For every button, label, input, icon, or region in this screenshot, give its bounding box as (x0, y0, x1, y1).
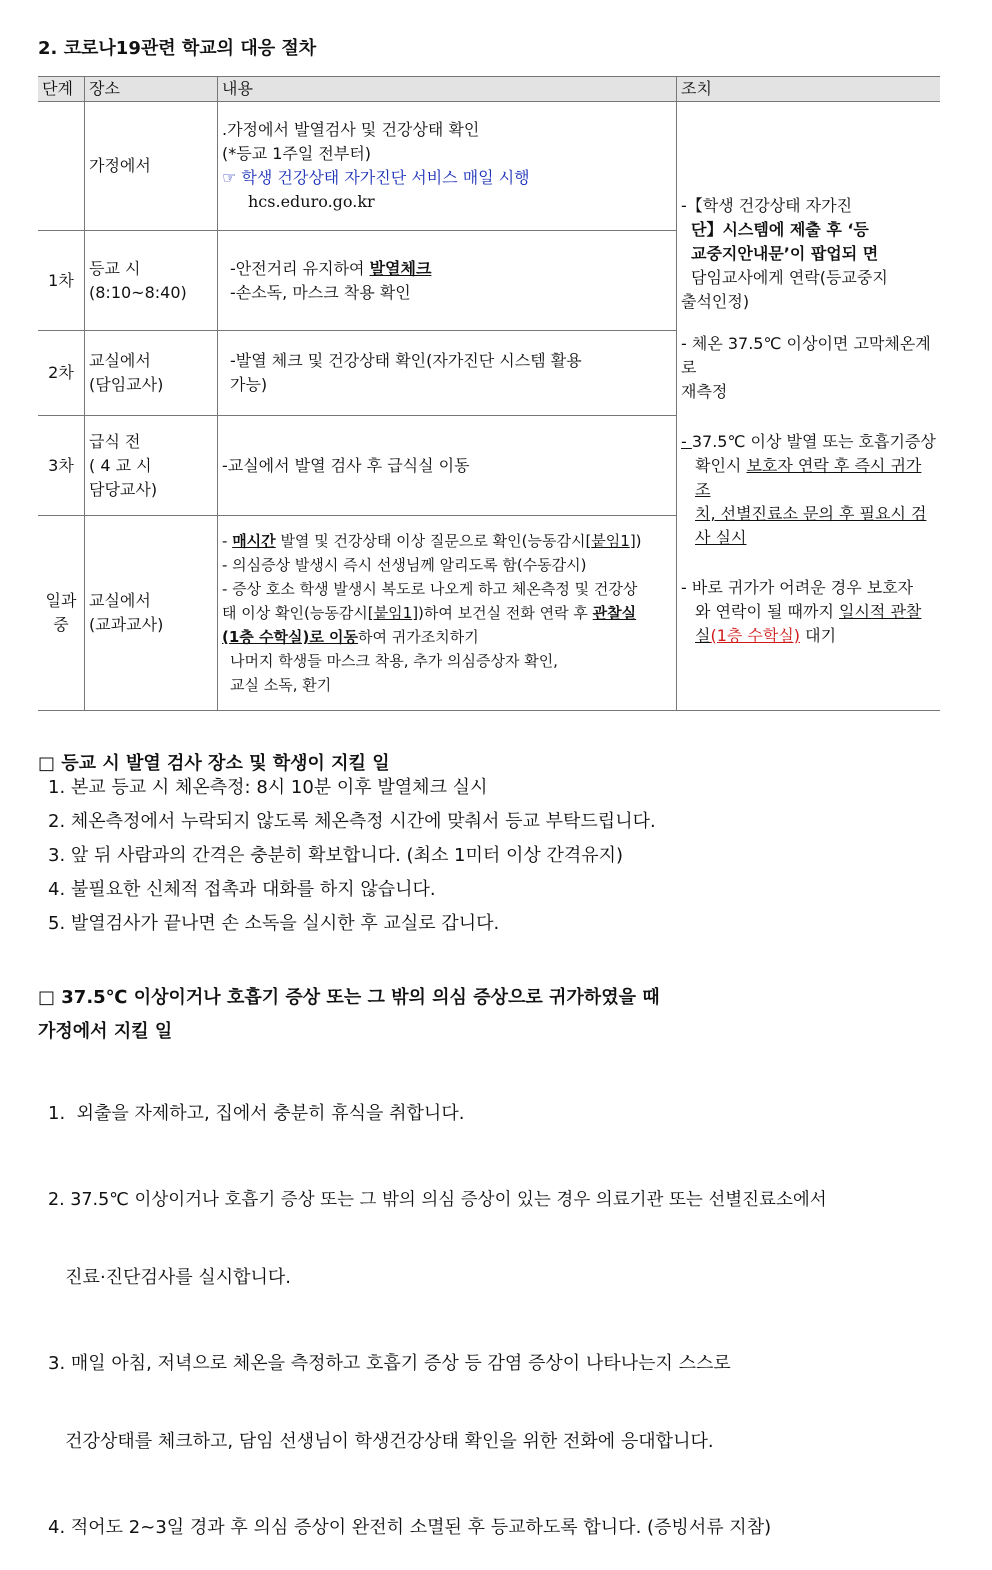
header-content: 내용 (218, 77, 677, 102)
content-text: ])하여 보건실 전화 연락 후 (412, 604, 593, 622)
action-dash: - (681, 432, 692, 451)
list-item: 4. 불필요한 신체적 접촉과 대화를 하지 않습니다. (48, 879, 436, 900)
table-header-row (38, 77, 940, 102)
content-line: .가정에서 발열검사 및 건강상태 확인 (222, 120, 480, 139)
content-cell (218, 231, 677, 331)
content-text: 하여 귀가조치하기 (358, 628, 479, 646)
content-text: 발열체크 (369, 258, 432, 278)
content-text: 붙임1 (373, 604, 413, 622)
action-line: - 바로 귀가가 어려운 경우 보호자 (681, 578, 914, 597)
place-line: (담임교사) (89, 375, 164, 394)
content-text: 발열 및 건강상태 이상 질문으로 확인(능동감시[ (275, 532, 592, 550)
content-text: ]) (629, 532, 642, 550)
action-line: 사 실시 (695, 528, 747, 547)
stage-line: 일과 (45, 591, 77, 610)
place-line: 등교 시 (89, 258, 141, 278)
content-line: -손소독, 마스크 착용 확인 (230, 282, 411, 302)
action-line: - 체온 37.5℃ 이상이면 고막체온계로 (681, 334, 931, 377)
list-item: 3. 앞 뒤 사람과의 간격은 충분히 확보합니다. (최소 1미터 이상 간격유지) (48, 845, 624, 866)
content-line: -발열 체크 및 건강상태 확인(자가진단 시스템 활용 (230, 351, 582, 370)
action-text: 일시적 관찰 (839, 602, 922, 621)
header-stage: 단계 (38, 77, 85, 102)
list-item: 3. 매일 아침, 저녁으로 체온을 측정하고 호흡기 증상 등 감염 증상이 나타나는지 스스로 (48, 1353, 731, 1374)
action-line: -【학생 건강상태 자가진 (681, 196, 853, 215)
place-cell (85, 231, 218, 331)
action-text: 대기 (800, 626, 837, 645)
section1-list (48, 776, 656, 946)
table-row (38, 102, 940, 231)
action-line: 단】시스템에 제출 후 ‘등 (691, 220, 869, 239)
section2-list (48, 1054, 827, 1570)
section2-heading-line: □ 37.5℃ 이상이거나 호흡기 증상 또는 그 밖의 의심 증상으로 귀가하였을 때 (38, 987, 660, 1008)
section2-heading (38, 983, 660, 1043)
list-item: 1. 본교 등교 시 체온측정: 8시 10분 이후 발열체크 실시 (48, 777, 488, 798)
action-line: 재측정 (681, 382, 728, 401)
content-cell (218, 516, 677, 711)
content-line: ☞ 학생 건강상태 자가진단 서비스 매일 시행 (222, 168, 530, 187)
action-cell (677, 102, 941, 711)
place-line: 교실에서 (89, 351, 151, 370)
response-procedure-table (38, 76, 940, 711)
content-line: - 의심증상 발생시 즉시 선생님께 알리도록 함(수동감시) (222, 556, 587, 574)
content-line: 교실 소독, 환기 (230, 676, 332, 694)
place-cell (85, 516, 218, 711)
action-line: 담임교사에게 연락(등교중지 (691, 268, 888, 287)
section1-heading-text: □ 등교 시 발열 검사 장소 및 학생이 지킬 일 (38, 753, 390, 774)
section-title: 2. 코로나19관련 학교의 대응 절차 (38, 38, 317, 59)
stage-cell (38, 516, 85, 711)
action-text: (1층 수학실) (710, 626, 801, 645)
action-line: 출석인정) (681, 292, 750, 311)
action-text: 와 연락이 될 때까지 (695, 602, 839, 621)
header-place: 장소 (85, 77, 218, 102)
list-item: 5. 발열검사가 끝나면 손 소독을 실시한 후 교실로 갑니다. (48, 913, 500, 934)
stage-cell: 1차 (38, 231, 85, 331)
hcs-url: hcs.eduro.go.kr (248, 192, 375, 211)
list-item: 4. 적어도 2~3일 경과 후 의심 증상이 완전히 소멸된 후 등교하도록 합니다. (증빙서류 지참) (48, 1517, 772, 1538)
content-line: 나머지 학생들 마스크 착용, 추가 의심증상자 확인, (230, 652, 558, 670)
content-text: 관찰실 (592, 604, 637, 622)
list-item: 2. 체온측정에서 누락되지 않도록 체온측정 시간에 맞춰서 등교 부탁드립니다. (48, 811, 656, 832)
action-text: 확인시 (695, 456, 747, 475)
stage-cell: 2차 (38, 331, 85, 416)
list-item: 1. 외출을 자제하고, 집에서 충분히 휴식을 취합니다. (48, 1103, 465, 1124)
content-text: 붙임1 (591, 532, 630, 550)
place-line: 담당교사) (89, 479, 158, 499)
content-line: (*등교 1주일 전부터) (222, 144, 372, 163)
content-line: - 증상 호소 학생 발생시 복도로 나오게 하고 체온측정 및 건강상 (222, 580, 638, 598)
action-text: 보호자 연락 후 즉시 귀가조 (695, 456, 922, 499)
header-action: 조치 (677, 77, 941, 102)
content-text: (1층 수학실)로 이동 (222, 628, 359, 646)
action-text: 37.5℃ 이상 발열 또는 호흡기증상 (691, 432, 936, 451)
stage-cell (38, 102, 85, 231)
action-line: 치, 선별진료소 문의 후 필요시 검 (695, 504, 927, 523)
stage-cell: 3차 (38, 416, 85, 516)
content-text: 태 이상 확인(능동감시[ (222, 604, 374, 622)
content-line: 가능) (230, 375, 268, 394)
content-text: 매시간 (232, 532, 276, 550)
stage-line: 중 (53, 615, 69, 634)
place-line: (교과교사) (89, 615, 164, 634)
content-cell (218, 331, 677, 416)
section1-heading (38, 749, 390, 775)
place-line: (8:10~8:40) (89, 282, 187, 302)
action-line: 교중지안내문’이 팝업되 면 (691, 244, 879, 263)
place-cell (85, 331, 218, 416)
list-item: 2. 37.5℃ 이상이거나 호흡기 증상 또는 그 밖의 의심 증상이 있는 경우 의료기관 또는 선별진료소에서 (48, 1190, 827, 1210)
content-cell (218, 102, 677, 231)
content-text: - (222, 532, 233, 550)
content-cell: -교실에서 발열 검사 후 급식실 이동 (218, 416, 677, 516)
list-item: 건강상태를 체크하고, 담임 선생님이 학생건강상태 확인을 위한 전화에 응대합니다. (48, 1431, 714, 1452)
content-text: -안전거리 유지하여 (230, 258, 370, 278)
section2-heading-line: 가정에서 지킬 일 (38, 1021, 173, 1042)
list-item: 진료·진단검사를 실시합니다. (48, 1267, 291, 1288)
place-line: 교실에서 (89, 591, 151, 610)
action-text: 실 (695, 626, 711, 645)
place-line: ( 4 교 시 (89, 455, 152, 475)
place-cell: 가정에서 (85, 102, 218, 231)
place-cell (85, 416, 218, 516)
place-line: 급식 전 (89, 431, 141, 451)
